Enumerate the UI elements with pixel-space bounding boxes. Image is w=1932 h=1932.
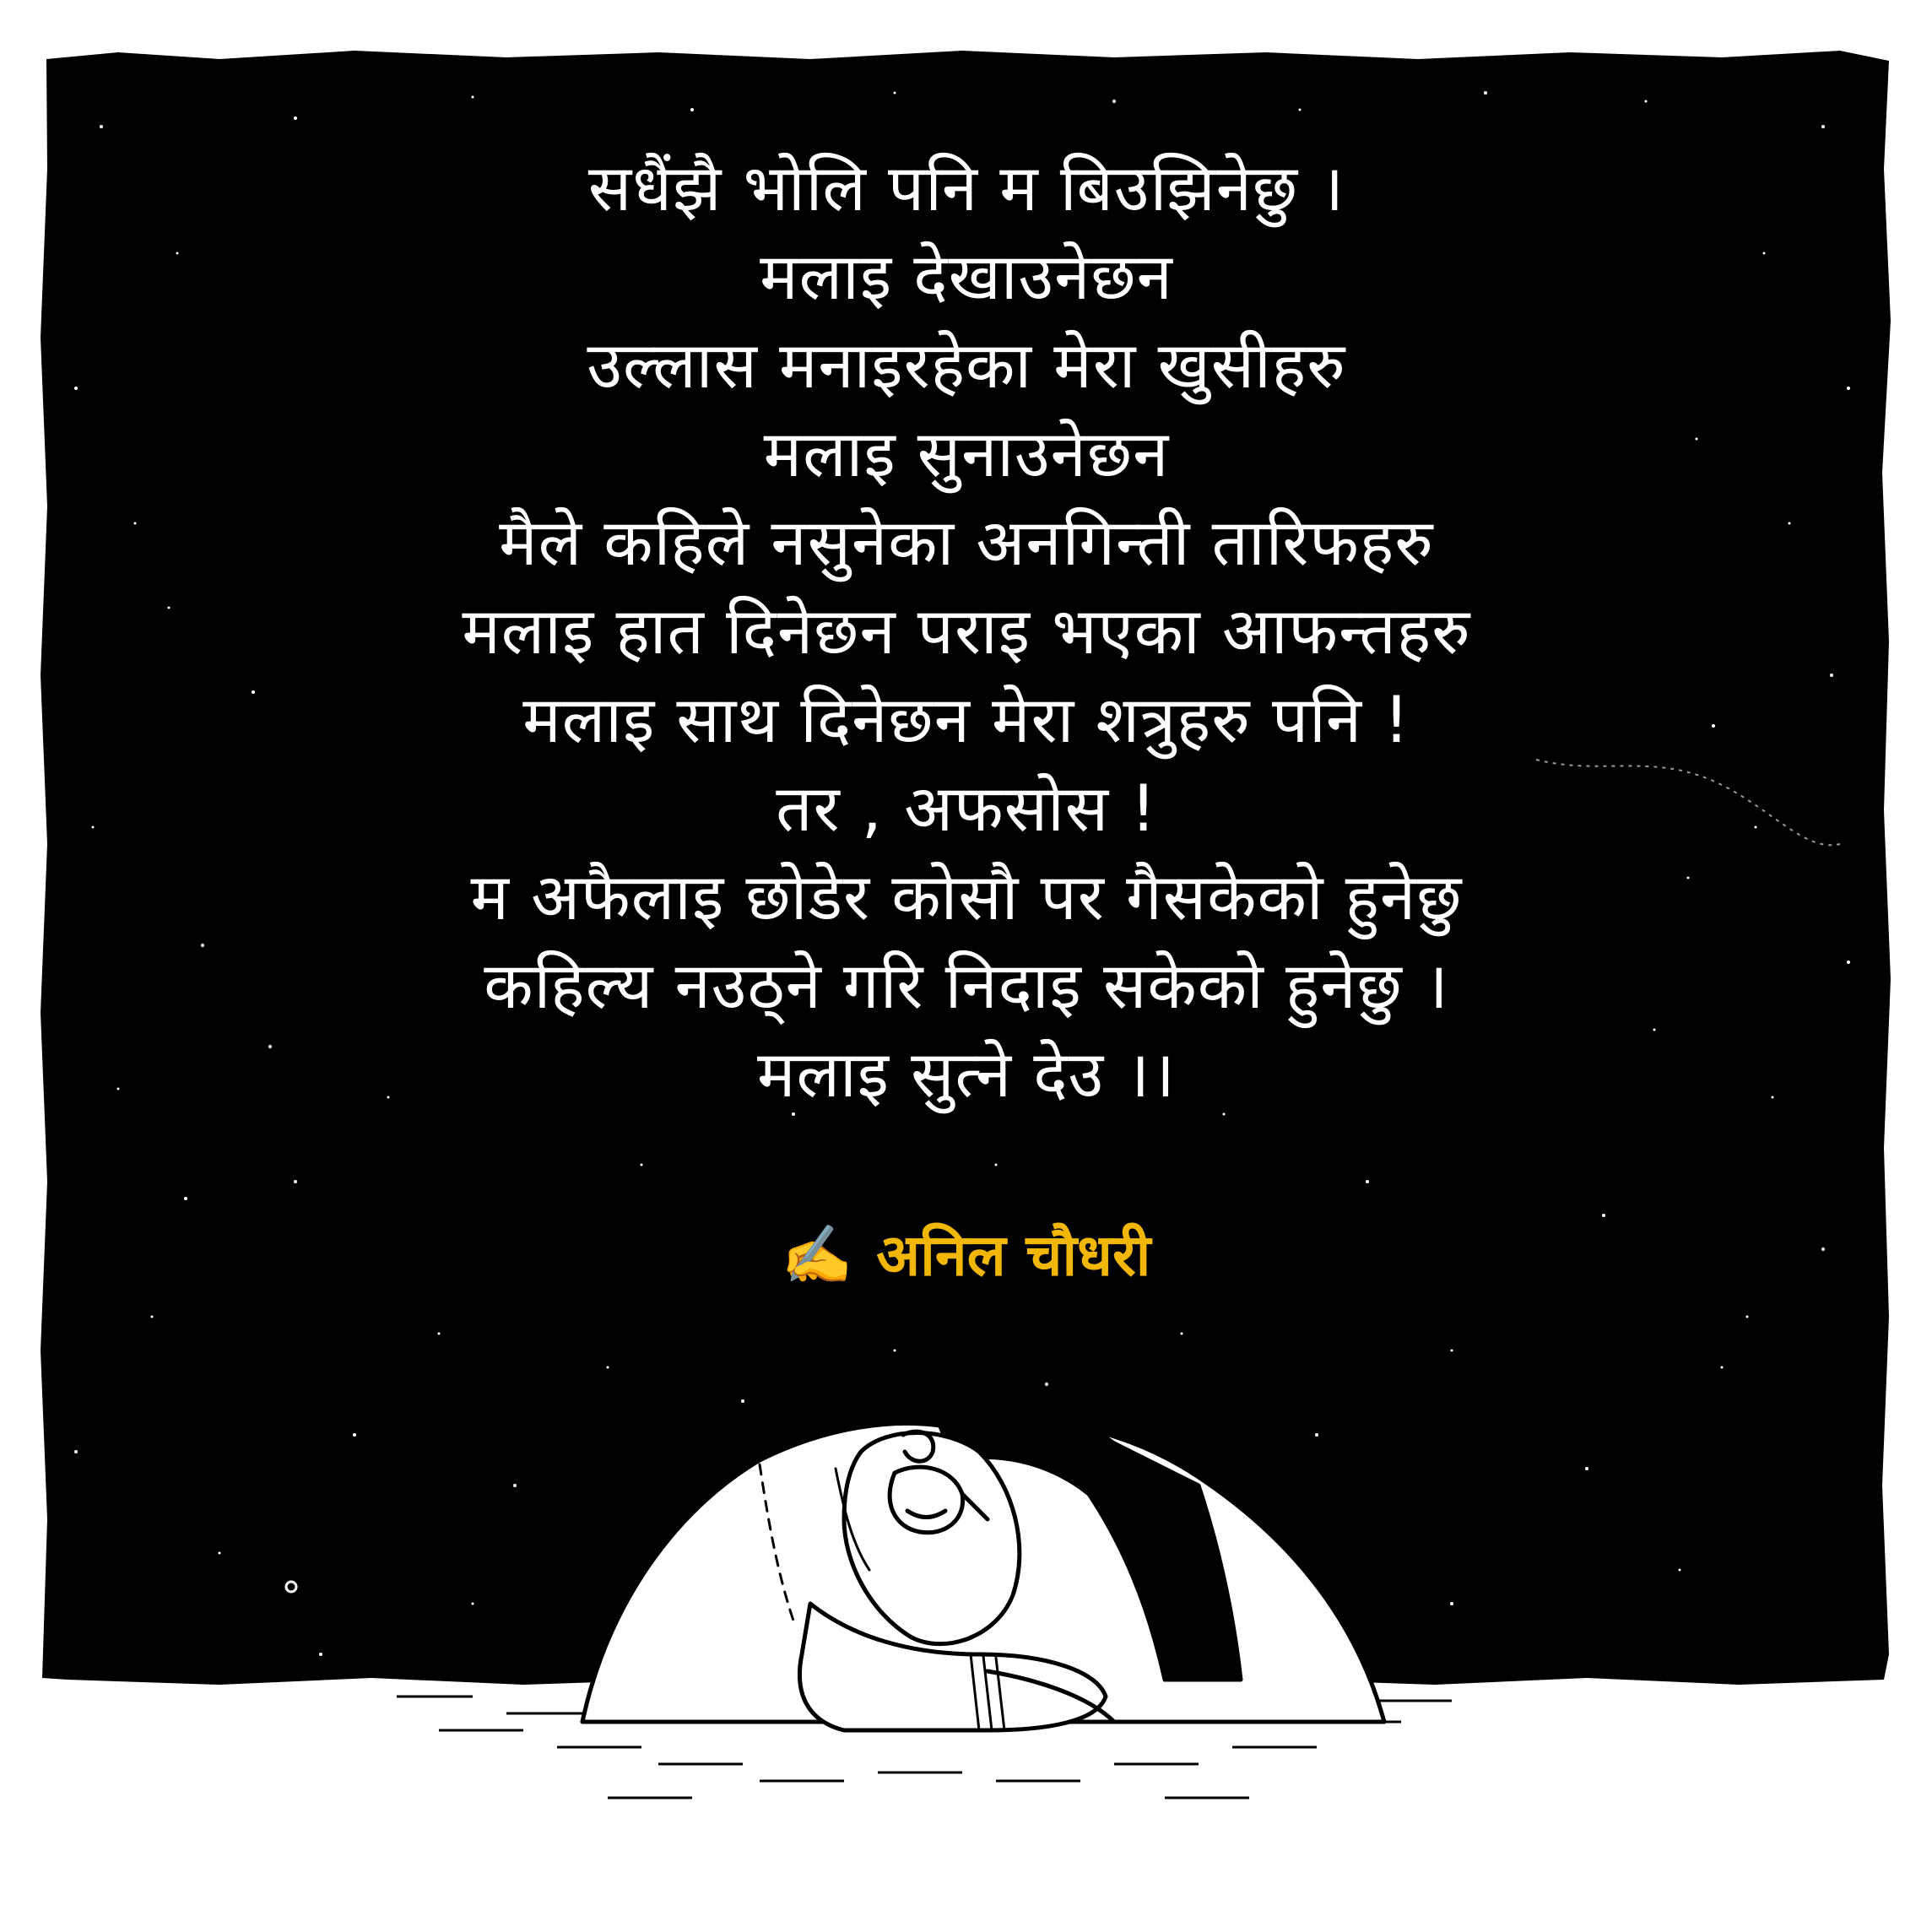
poem-line-5: मैले कहिले नसुनेका अनगिन्ती तारिफहरु (499, 505, 1434, 580)
poem-line-2: मलाइ देखाउनेछन (760, 239, 1173, 314)
author-name: अनिल चौधरी (876, 1222, 1151, 1290)
poem-line-11: मलाइ सुत्ने देउ ।। (757, 1036, 1176, 1112)
poem-line-6: मलाइ हात दिनेछन पराइ भएका आफन्तहरु (462, 593, 1471, 668)
poem-line-10: कहिल्य नउठ्ने गरि निदाइ सकेको हुनेछु । (484, 948, 1449, 1023)
poem-line-8: तर , अफसोस ! (776, 771, 1157, 846)
writing-hand-icon: ✍️ (781, 1222, 853, 1290)
poem-line-9: म अफैलाइ छोडेर कोसौ पर गैसकेको हुनेछु (470, 859, 1463, 934)
poem-line-3: उल्लास मनाइरहेका मेरा खुसीहरु (587, 327, 1346, 403)
poem-line-1: सधैंझै भोलि पनि म बिउझिनेछु । (587, 150, 1345, 225)
author-signature (0, 1215, 1932, 1294)
poem-line-4: मलाइ सुनाउनेछन (763, 416, 1170, 491)
poem-line-7: मलाइ साथ दिनेछन मेरा शत्रुहरु पनि ! (522, 682, 1410, 757)
poem-text (211, 143, 1722, 1118)
